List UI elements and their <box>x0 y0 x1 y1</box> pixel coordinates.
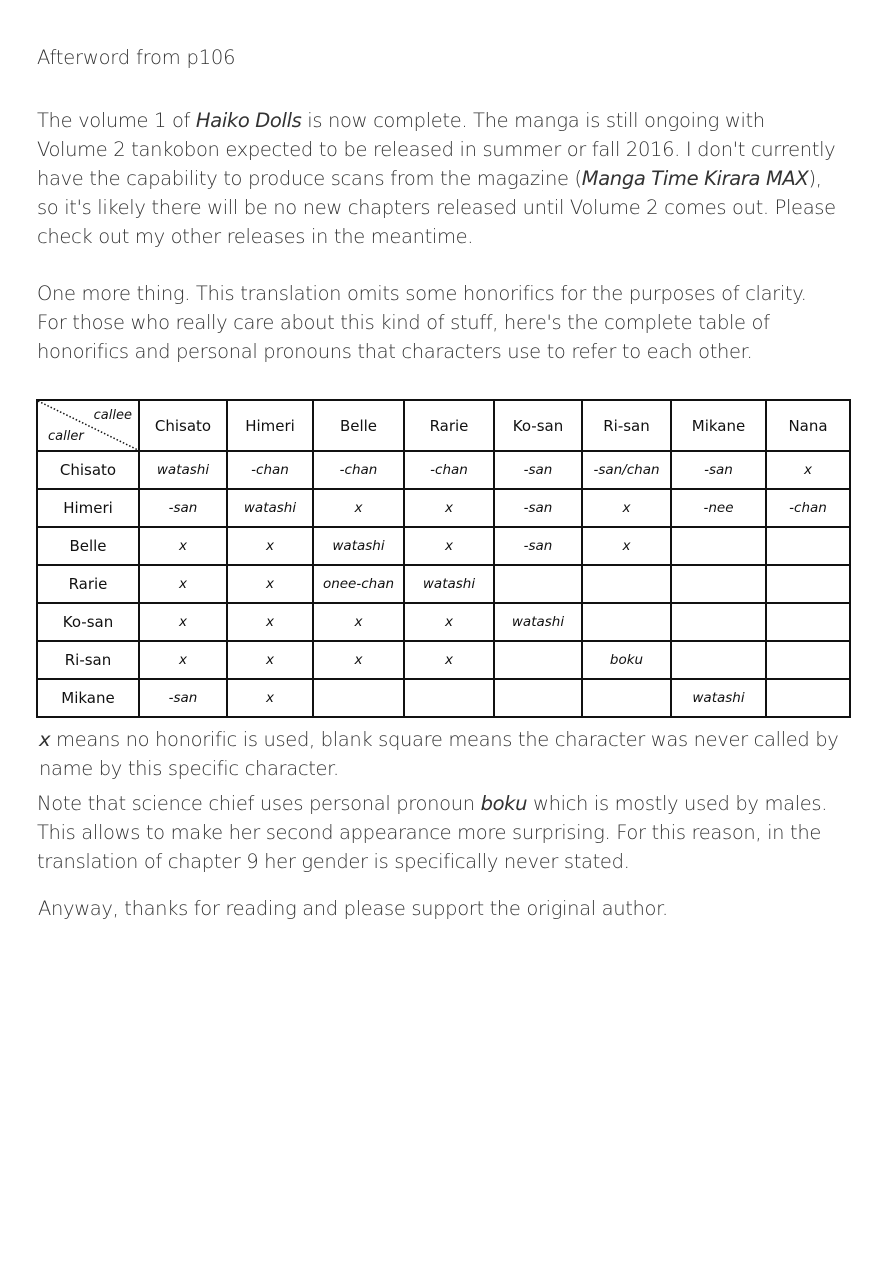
column-header: Mikane <box>671 400 766 451</box>
row-header: Ko-san <box>37 603 139 641</box>
table-cell: x <box>404 489 494 527</box>
row-header: Chisato <box>37 451 139 489</box>
table-cell <box>671 641 766 679</box>
table-cell <box>766 679 850 717</box>
table-cell: -san <box>671 451 766 489</box>
table-cell: -nee <box>671 489 766 527</box>
legend-paragraph <box>39 725 839 783</box>
table-cell <box>671 603 766 641</box>
table-cell: onee-chan <box>313 565 404 603</box>
honorifics-table-container <box>36 399 851 718</box>
table-cell: -san <box>139 489 227 527</box>
table-cell: x <box>313 489 404 527</box>
row-header: Ri-san <box>37 641 139 679</box>
table-cell: watashi <box>139 451 227 489</box>
column-header: Ko-san <box>494 400 582 451</box>
table-corner-cell <box>37 400 139 451</box>
table-cell: x <box>404 603 494 641</box>
table-cell: -san <box>494 527 582 565</box>
table-cell: x <box>582 489 671 527</box>
table-cell <box>494 565 582 603</box>
table-cell: boku <box>582 641 671 679</box>
table-cell: -chan <box>766 489 850 527</box>
row-header: Mikane <box>37 679 139 717</box>
table-cell: -san <box>139 679 227 717</box>
note-text-2: which is mostly used by males. This allows to make her second appearance more surprising. For this reason, in the translation of chapter 9 her gender is specifically never stated. <box>37 792 828 873</box>
table-cell: x <box>227 527 313 565</box>
table-cell: x <box>139 641 227 679</box>
table-cell: -chan <box>404 451 494 489</box>
table-cell <box>494 679 582 717</box>
table-row <box>37 679 850 717</box>
table-cell: x <box>227 603 313 641</box>
table-cell: x <box>227 565 313 603</box>
table-row <box>37 451 850 489</box>
table-body <box>37 451 850 717</box>
table-cell: x <box>227 641 313 679</box>
note-pronoun-boku: boku <box>480 792 528 815</box>
intro-text-3: ), so it's likely there will be no new chapters released until Volume 2 comes out. Please check out my other releases in the meantime. <box>37 167 836 248</box>
table-cell <box>582 679 671 717</box>
intro-text-1: The volume 1 of <box>37 109 196 132</box>
intro-paragraph <box>37 106 837 251</box>
table-cell: -chan <box>227 451 313 489</box>
table-cell <box>766 565 850 603</box>
table-cell <box>582 565 671 603</box>
table-row <box>37 641 850 679</box>
page-heading: Afterword from p106 <box>37 46 236 69</box>
table-cell: x <box>139 603 227 641</box>
table-cell: watashi <box>404 565 494 603</box>
corner-caller-label: caller <box>48 429 84 444</box>
note-text-1: Note that science chief uses personal pronoun <box>37 792 481 815</box>
column-header: Himeri <box>227 400 313 451</box>
intro-magazine-name: Manga Time Kirara MAX <box>581 167 809 190</box>
note-paragraph <box>37 789 837 876</box>
column-header: Belle <box>313 400 404 451</box>
table-cell: x <box>404 527 494 565</box>
table-cell <box>582 603 671 641</box>
table-cell: x <box>582 527 671 565</box>
row-header: Himeri <box>37 489 139 527</box>
row-header: Rarie <box>37 565 139 603</box>
table-row <box>37 489 850 527</box>
table-cell: -chan <box>313 451 404 489</box>
table-cell: watashi <box>494 603 582 641</box>
table-cell <box>671 527 766 565</box>
intro-title-haiko-dolls: Haiko Dolls <box>195 109 302 132</box>
table-cell: watashi <box>227 489 313 527</box>
table-cell: watashi <box>313 527 404 565</box>
table-cell <box>766 641 850 679</box>
row-header: Belle <box>37 527 139 565</box>
table-row <box>37 565 850 603</box>
honorifics-table <box>36 399 851 718</box>
legend-text: means no honorific is used, blank square means the character was never called by name by this specific character. <box>39 728 839 780</box>
table-cell: -san <box>494 451 582 489</box>
column-header: Nana <box>766 400 850 451</box>
corner-callee-label: callee <box>93 408 132 423</box>
closing-paragraph: Anyway, thanks for reading and please support the original author. <box>38 897 668 920</box>
table-cell: x <box>313 603 404 641</box>
honorifics-paragraph: One more thing. This translation omits some honorifics for the purposes of clarity. For those who really care about this kind of stuff, here's the complete table of honorifics and personal pronouns that characters use to refer to each other. <box>37 282 807 363</box>
table-cell <box>404 679 494 717</box>
table-cell: -san/chan <box>582 451 671 489</box>
intro-text-2: is now complete. The manga is still ongoing with Volume 2 tankobon expected to be released in summer or fall 2016. I don't currently have the capability to produce scans from the magazine ( <box>37 109 836 190</box>
table-cell <box>494 641 582 679</box>
table-cell: watashi <box>671 679 766 717</box>
column-header: Chisato <box>139 400 227 451</box>
table-cell: x <box>313 641 404 679</box>
table-cell: x <box>227 679 313 717</box>
legend-x-symbol: x <box>39 728 51 751</box>
table-cell: -san <box>494 489 582 527</box>
table-cell <box>766 603 850 641</box>
table-cell: x <box>766 451 850 489</box>
table-cell <box>313 679 404 717</box>
table-cell: x <box>404 641 494 679</box>
table-cell: x <box>139 527 227 565</box>
column-header: Ri-san <box>582 400 671 451</box>
table-row <box>37 603 850 641</box>
table-cell <box>766 527 850 565</box>
table-cell: x <box>139 565 227 603</box>
column-header: Rarie <box>404 400 494 451</box>
table-cell <box>671 565 766 603</box>
table-header-row <box>37 400 850 451</box>
table-row <box>37 527 850 565</box>
